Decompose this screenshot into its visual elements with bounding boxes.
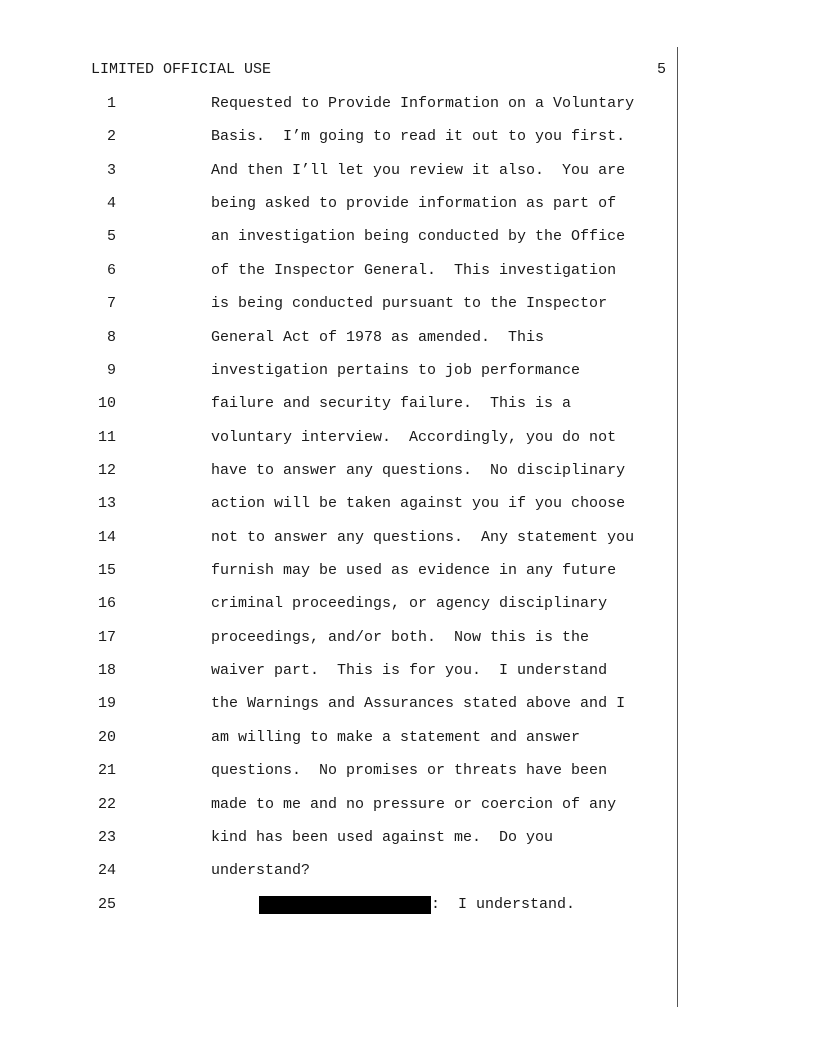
line-number: 13 <box>97 495 116 513</box>
transcript-line <box>0 254 816 287</box>
line-number: 17 <box>97 628 116 646</box>
transcript-line <box>0 421 816 454</box>
line-text: made to me and no pressure or coercion of any <box>211 795 617 813</box>
transcript-line <box>0 387 816 420</box>
transcript-line <box>0 788 816 821</box>
line-number: 6 <box>106 261 116 279</box>
transcript-line <box>0 187 816 220</box>
line-text: is being conducted pursuant to the Inspector <box>211 295 608 313</box>
line-number: 24 <box>97 862 116 880</box>
line-number: 22 <box>97 795 116 813</box>
line-number: 21 <box>97 762 116 780</box>
line-text: of the Inspector General. This investigation <box>211 261 617 279</box>
transcript-line <box>0 154 816 187</box>
transcript-line-speaker <box>0 888 816 921</box>
line-number: 19 <box>97 695 116 713</box>
transcript-lines <box>0 87 816 921</box>
line-text: Basis. I’m going to read it out to you first. <box>211 128 626 146</box>
transcript-line <box>0 854 816 887</box>
line-text: being asked to provide information as part of <box>211 195 617 213</box>
transcript-line <box>0 687 816 720</box>
transcript-line <box>0 721 816 754</box>
line-number: 1 <box>106 95 116 112</box>
line-number: 5 <box>106 228 116 246</box>
transcript-line <box>0 621 816 654</box>
line-number: 9 <box>106 361 116 379</box>
line-text: am willing to make a statement and answer <box>211 728 581 746</box>
transcript-line <box>0 87 816 120</box>
line-number: 4 <box>106 195 116 213</box>
transcript-line <box>0 354 816 387</box>
line-text: And then I’ll let you review it also. You are <box>211 161 626 179</box>
line-text: General Act of 1978 as amended. This <box>211 328 545 346</box>
redacted-speaker-name <box>259 896 431 914</box>
page-number: 5 <box>657 61 667 78</box>
line-text: failure and security failure. This is a <box>211 395 572 413</box>
line-number: 14 <box>97 528 116 546</box>
line-text: understand? <box>211 862 311 880</box>
line-text: criminal proceedings, or agency disciplinary <box>211 595 608 613</box>
line-number: 18 <box>97 662 116 680</box>
line-number: 15 <box>97 562 116 580</box>
line-number: 11 <box>97 428 116 446</box>
transcript-line <box>0 454 816 487</box>
transcript-line <box>0 654 816 687</box>
classification-header: LIMITED OFFICIAL USE <box>91 61 272 78</box>
line-text: the Warnings and Assurances stated above and I <box>211 695 626 713</box>
line-number: 3 <box>106 161 116 179</box>
line-text: Requested to Provide Information on a Voluntary <box>211 95 635 112</box>
line-number: 10 <box>97 395 116 413</box>
transcript-line <box>0 821 816 854</box>
line-text: action will be taken against you if you choose <box>211 495 626 513</box>
line-number: 2 <box>106 128 116 146</box>
line-text: questions. No promises or threats have been <box>211 762 608 780</box>
transcript-line <box>0 554 816 587</box>
line-text: voluntary interview. Accordingly, you do not <box>211 428 617 446</box>
transcript-line <box>0 321 816 354</box>
transcript-line <box>0 487 816 520</box>
transcript-line <box>0 120 816 153</box>
line-number: 23 <box>97 828 116 846</box>
line-text: have to answer any questions. No disciplinary <box>211 461 626 479</box>
transcript-line <box>0 754 816 787</box>
line-number: 25 <box>97 895 116 913</box>
line-text: investigation pertains to job performance <box>211 361 581 379</box>
line-text: not to answer any questions. Any statement you <box>211 528 635 546</box>
transcript-line <box>0 587 816 620</box>
line-text: waiver part. This is for you. I understand <box>211 662 608 680</box>
line-text: furnish may be used as evidence in any future <box>211 562 617 580</box>
line-number: 16 <box>97 595 116 613</box>
line-number: 8 <box>106 328 116 346</box>
line-text: an investigation being conducted by the Office <box>211 228 626 246</box>
line-number: 20 <box>97 728 116 746</box>
line-number: 7 <box>106 295 116 313</box>
line-text: kind has been used against me. Do you <box>211 828 554 846</box>
transcript-line <box>0 220 816 253</box>
line-text: proceedings, and/or both. Now this is the <box>211 628 590 646</box>
transcript-line <box>0 521 816 554</box>
transcript-line <box>0 287 816 320</box>
line-number: 12 <box>97 461 116 479</box>
speaker-response-text: : I understand. <box>431 895 576 913</box>
